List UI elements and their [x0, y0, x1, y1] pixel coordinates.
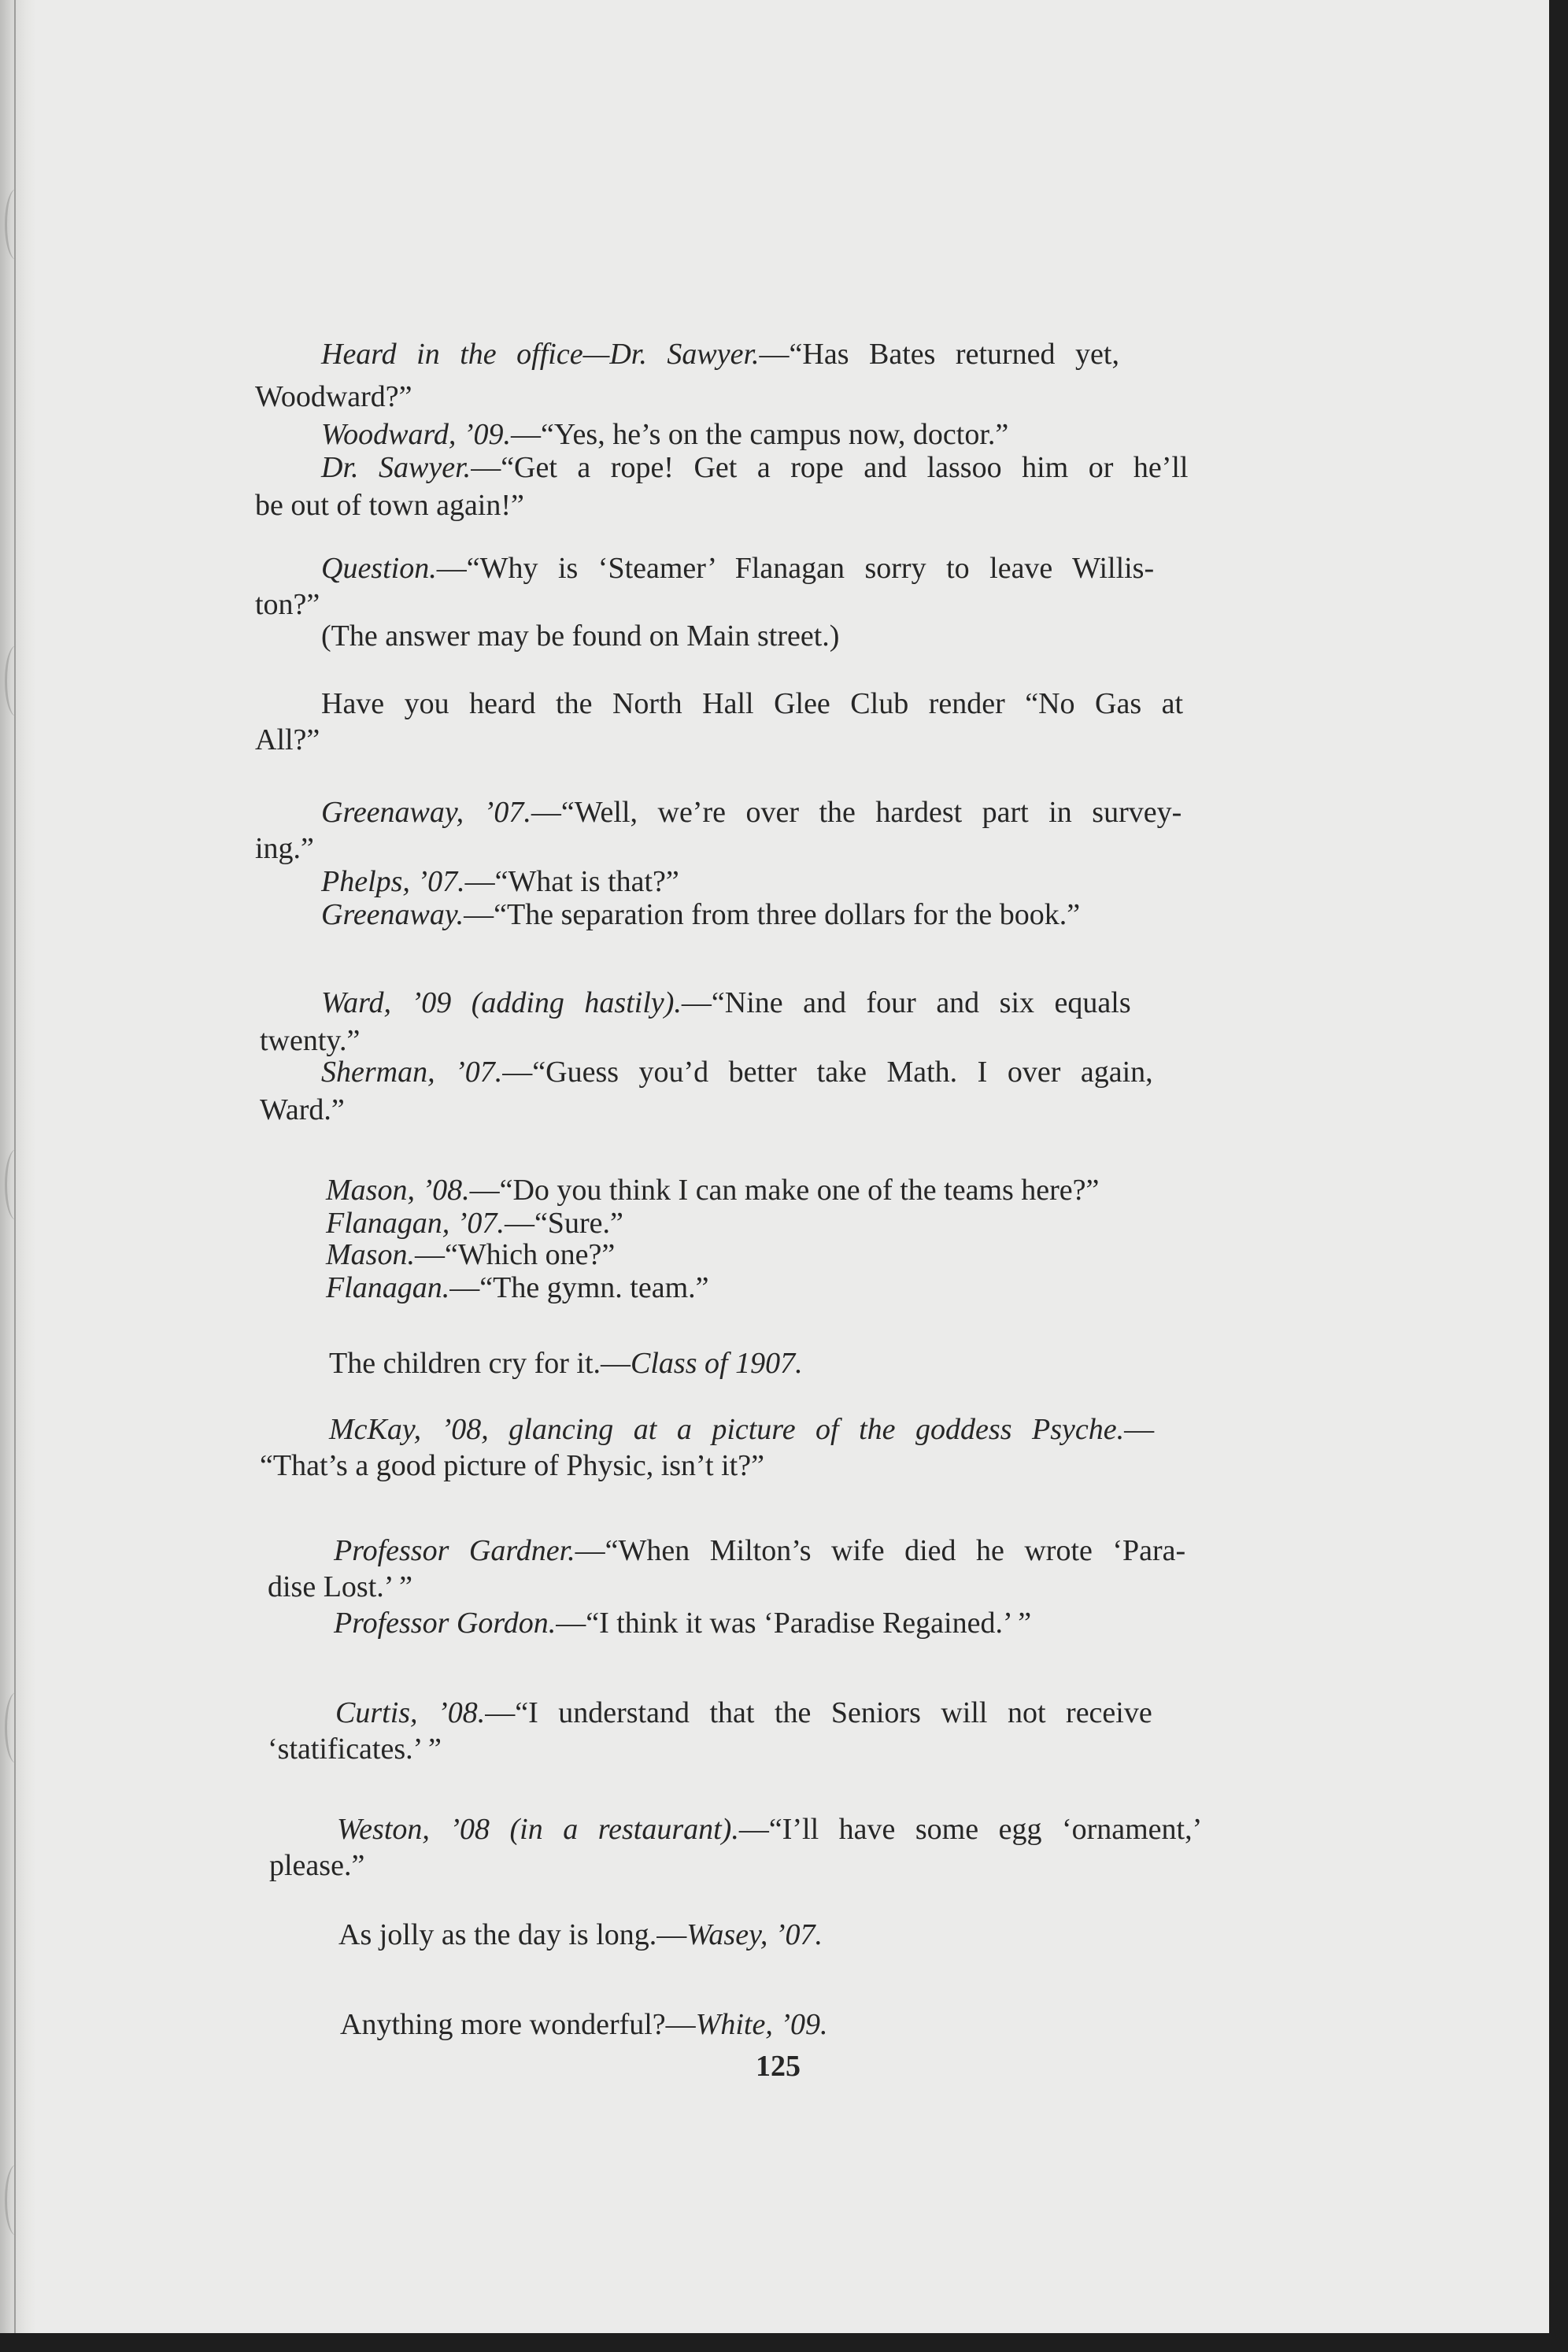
text-span: Ward.”	[260, 1093, 345, 1126]
text-span: —“Yes, he’s on the campus now, doctor.”	[511, 418, 1009, 451]
text-span: —“Has Bates returned yet,	[759, 338, 1119, 371]
text-line	[321, 686, 1183, 721]
text-span: ing.”	[255, 832, 314, 865]
speaker-attribution: Professor Gordon.	[334, 1607, 557, 1640]
text-span: ‘statificates.’ ”	[268, 1733, 442, 1766]
speaker-attribution: Sherman, ’07.	[321, 1056, 503, 1089]
speaker-attribution: Question.	[321, 552, 437, 585]
text-span: —“Sure.”	[504, 1207, 623, 1240]
text-line	[255, 723, 320, 757]
book-spine	[0, 0, 36, 2333]
text-line	[334, 1606, 1031, 1640]
text-line	[321, 619, 839, 653]
text-span: Anything more wonderful?—	[340, 2008, 696, 2041]
text-span: —“The gymn. team.”	[449, 1271, 709, 1304]
text-line	[321, 450, 1189, 485]
text-span: —“Do you think I can make one of the teams here?”	[469, 1174, 1100, 1207]
speaker-attribution: Class of 1907.	[631, 1347, 803, 1380]
speaker-attribution: Flanagan.	[326, 1271, 450, 1304]
text-line	[321, 897, 1080, 932]
text-span: Woodward?”	[255, 380, 412, 413]
text-span: —“I’ll have some egg ‘ornament,’	[738, 1813, 1203, 1846]
text-span: dise Lost.’ ”	[268, 1570, 412, 1603]
text-span: —“Guess you’d better take Math. I over again,	[502, 1056, 1153, 1089]
text-line	[268, 1570, 412, 1604]
text-span: The children cry for it.—	[329, 1347, 631, 1380]
text-line	[329, 1346, 803, 1381]
text-line	[326, 1206, 623, 1241]
text-span: All?”	[255, 723, 320, 756]
speaker-attribution: Phelps, ’07.	[321, 865, 465, 898]
speaker-attribution: Mason.	[326, 1238, 415, 1271]
text-line	[321, 551, 1154, 586]
text-line	[337, 1812, 1202, 1847]
text-line	[321, 417, 1008, 452]
text-line	[260, 1023, 360, 1058]
text-span: (The answer may be found on Main street.)	[321, 619, 840, 653]
binding-thread	[5, 2165, 28, 2236]
binding-thread	[5, 1149, 28, 1220]
text-span: twenty.”	[260, 1024, 361, 1057]
page-number: 125	[756, 2050, 801, 2083]
text-line	[338, 1917, 823, 1952]
text-span: As jolly as the day is long.—	[338, 1918, 687, 1951]
text-line	[321, 986, 1131, 1020]
text-line	[326, 1237, 615, 1272]
text-line	[321, 1055, 1153, 1089]
speaker-attribution: Greenaway, ’07.	[321, 796, 531, 829]
text-line	[268, 1732, 442, 1766]
text-line	[260, 1448, 764, 1483]
text-line	[255, 587, 320, 622]
text-span: —“Nine and four and six equals	[681, 986, 1131, 1019]
text-span: —“Well, we’re over the hardest part in survey-	[531, 796, 1182, 829]
text-span: —“I think it was ‘Paradise Regained.’ ”	[556, 1607, 1032, 1640]
speaker-attribution: Wasey, ’07.	[686, 1918, 823, 1951]
text-line	[340, 2007, 827, 2042]
text-line	[326, 1173, 1099, 1207]
text-span: —“Which one?”	[414, 1238, 616, 1271]
text-line	[255, 379, 412, 414]
text-span: —“The separation from three dollars for the book.”	[464, 898, 1081, 931]
binding-thread	[5, 645, 28, 716]
text-span: —“I understand that the Seniors will not receive	[485, 1696, 1152, 1729]
speaker-attribution: Heard in the office—Dr. Sawyer.	[321, 338, 760, 371]
text-span: —“When Milton’s wife died he wrote ‘Para-	[575, 1534, 1186, 1567]
speaker-attribution: Dr. Sawyer.	[321, 451, 472, 484]
text-span: be out of town again!”	[255, 489, 524, 522]
text-line	[321, 795, 1182, 830]
speaker-attribution: Mason, ’08.	[326, 1174, 470, 1207]
speaker-attribution: Greenaway.	[321, 898, 464, 931]
speaker-attribution: McKay, ’08, glancing at a picture of the goddess Psyche.	[329, 1413, 1125, 1446]
text-span: “That’s a good picture of Physic, isn’t it?”	[260, 1449, 764, 1482]
speaker-attribution: Flanagan, ’07.	[326, 1207, 505, 1240]
text-line	[334, 1533, 1185, 1568]
speaker-attribution: Weston, ’08 (in a restaurant).	[337, 1813, 739, 1846]
text-line	[255, 488, 524, 523]
binding-thread	[5, 1692, 28, 1763]
text-span: —“What is that?”	[464, 865, 679, 898]
text-line	[269, 1848, 364, 1883]
text-line	[321, 864, 679, 899]
text-span: please.”	[269, 1849, 365, 1882]
binding-thread	[5, 189, 28, 260]
text-line	[321, 337, 1119, 372]
text-line	[260, 1093, 345, 1127]
speaker-attribution: Ward, ’09 (adding hastily).	[321, 986, 682, 1019]
text-span: Have you heard the North Hall Glee Club render “No Gas at	[321, 687, 1184, 720]
text-span: —	[1124, 1413, 1155, 1446]
text-span: —“Get a rope! Get a rope and lassoo him or he’ll	[471, 451, 1189, 484]
speaker-attribution: White, ’09.	[695, 2008, 828, 2041]
text-line	[326, 1270, 709, 1305]
text-span: ton?”	[255, 588, 320, 621]
text-line	[255, 831, 314, 866]
text-span: —“Why is ‘Steamer’ Flanagan sorry to leave Willis-	[436, 552, 1155, 585]
text-line	[329, 1412, 1154, 1447]
text-line	[335, 1696, 1152, 1730]
speaker-attribution: Curtis, ’08.	[335, 1696, 486, 1729]
speaker-attribution: Woodward, ’09.	[321, 418, 512, 451]
speaker-attribution: Professor Gardner.	[334, 1534, 575, 1567]
